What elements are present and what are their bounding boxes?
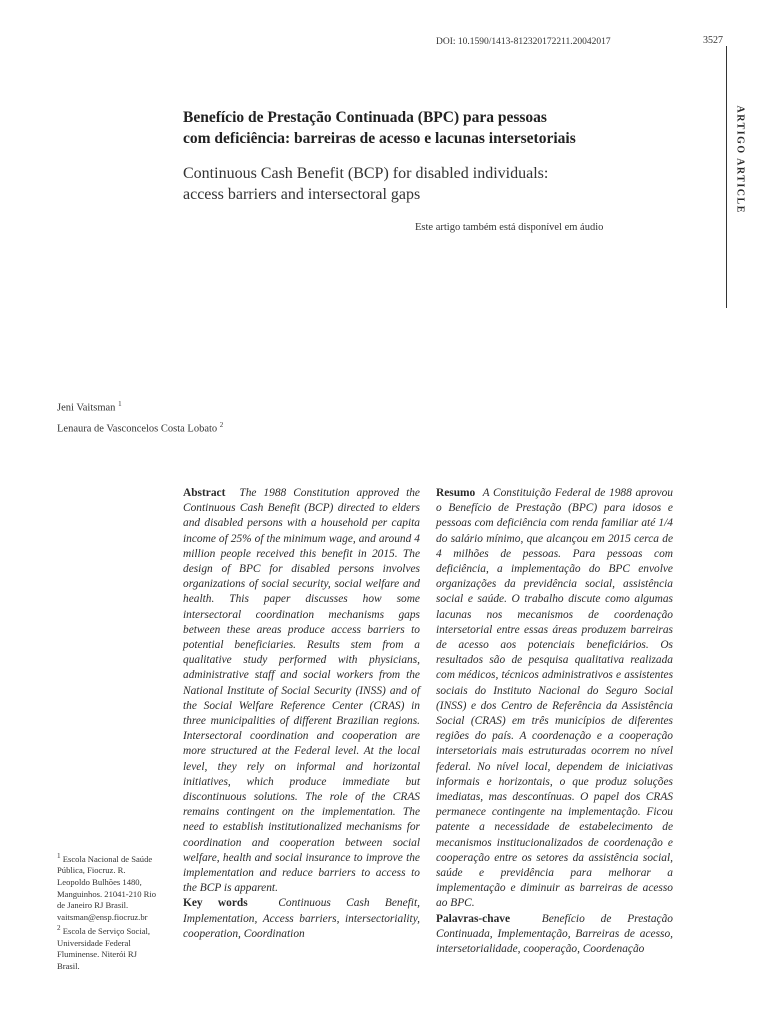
- title-en-line-2: access barriers and intersectoral gaps: [183, 186, 421, 203]
- author-sup: 1: [118, 400, 122, 408]
- author-list: [57, 396, 223, 437]
- affiliation-text: Escola de Serviço Social, Universidade Federal Fluminense. Niterói RJ Brasil.: [57, 926, 151, 972]
- resumo-column: [436, 486, 673, 957]
- affiliation-text: Escola Nacional de Saúde Pública, Fiocruz. R. Leopoldo Bulhões 1480, Manguinhos. 21041-210 Rio de Janeiro RJ Brasil. vaitsman@ensp.fiocruz.br: [57, 853, 157, 922]
- page-number: 3527: [703, 35, 723, 46]
- resumo-paragraph: [436, 486, 673, 912]
- resumo-text: A Constituição Federal de 1988 aprovou o Benefício de Prestação (BPC) para idosos e pessoas com deficiência com renda familiar até 1/4 do salário mínimo, que alcançou em 2015 cerca de 4 milhões de pessoas. Para pessoas com deficiência, a implementação do BPC envolve organizações da previdência social, assistência social e saúde. O trabalho discute como algumas lacunas nos mecanismos de coordenação intersetorial entre essas áreas produzem barreiras de acesso aos potenciais beneficiários. Os resultados são de pesquisa qualitativa realizada com médicos, técnicos administrativos e assistentes sociais do Instituto Nacional do Seguro Social (INSS) e dos Centro de Referência da Assistência Social (CRAS) em três municípios de diferentes regiões do país. A coordenação e a cooperação intersetoriais mais estruturadas ocorrem no nível federal. No nível local, dependem de iniciativas informais e horizontais, o que produz soluções imediatas, mas descontínuas. O papel dos CRAS permanece contingente na implementação. Ficou patente a necessidade de estabelecimento de mecanismos institucionalizados de coordenação e cooperação entre os setores da assistência social, saúde e previdência para melhorar a implementação e diminuir as barreiras de acesso ao BPC.: [436, 487, 674, 910]
- vertical-rule: [726, 46, 727, 308]
- affiliation-sup: 1: [57, 852, 61, 860]
- keywords-paragraph: [183, 896, 420, 942]
- section-label: ARTIGO ARTICLE: [734, 105, 746, 214]
- keywords-label: Key words: [183, 897, 248, 910]
- abstract-column: [183, 486, 420, 942]
- author-1: [57, 396, 223, 417]
- abstract-text: The 1988 Constitution approved the Continuous Cash Benefit (BCP) directed to elders and disabled persons with a household per capita income of 25% of the minimum wage, and around 4 million people received this benefit in 2015. The design of BPC for disabled persons involves organizations of social security, social welfare and health. This paper discusses how some intersectoral coordination mechanisms gaps between these areas produce access barriers to potential beneficiaries. Results stem from a qualitative study performed with physicians, administrative staff and social workers from the National Institute of Social Security (INSS) and of the Social Welfare Reference Center (CRAS) in three municipalities of different Brazilian regions. Intersectoral coordination and cooperation are more structured at the Federal level. At the local level, they rely on informal and horizontal initiatives, which produce immediate but discontinuous solutions. The role of the CRAS remains contingent on the implementation. The need to establish institutionalized mechanisms for coordination and cooperation between social welfare, health and social insurance to improve the implementation and reduce barriers to access to the BCP is apparent.: [183, 487, 420, 895]
- title-en-line-1: Continuous Cash Benefit (BCP) for disabled individuals:: [183, 165, 549, 182]
- author-2: [57, 417, 223, 438]
- affiliation-sup: 2: [57, 924, 61, 933]
- author-name: Lenaura de Vasconcelos Costa Lobato: [57, 423, 218, 434]
- palavras-chave-label: Palavras-chave: [436, 912, 511, 925]
- title-portuguese: [183, 107, 683, 149]
- doi-text: DOI: 10.1590/1413-812320172211.20042017: [436, 37, 611, 47]
- affiliation-2: [57, 923, 159, 972]
- audio-availability-note: Este artigo também está disponível em áudio: [415, 222, 604, 233]
- resumo-label: Resumo: [436, 487, 476, 499]
- abstract-paragraph: [183, 486, 420, 896]
- author-name: Jeni Vaitsman: [57, 402, 116, 414]
- author-sup: 2: [219, 420, 224, 429]
- affiliation-1: [57, 851, 159, 923]
- title-pt-line-2: com deficiência: barreiras de acesso e lacunas intersetoriais: [183, 130, 576, 147]
- affiliations: [57, 851, 159, 973]
- title-english: [183, 163, 683, 205]
- palavras-chave-text: Benefício de Prestação Continuada, Implementação, Barreiras de acesso, intersetorialidade, cooperação, Coordenação: [436, 912, 673, 956]
- keywords-text: Continuous Cash Benefit, Implementation, Access barriers, intersectoriality, cooperation, Coordination: [183, 897, 420, 940]
- palavras-chave-paragraph: [436, 912, 673, 958]
- title-pt-line-1: Benefício de Prestação Continuada (BPC) para pessoas: [183, 109, 547, 126]
- abstract-label: Abstract: [183, 487, 226, 499]
